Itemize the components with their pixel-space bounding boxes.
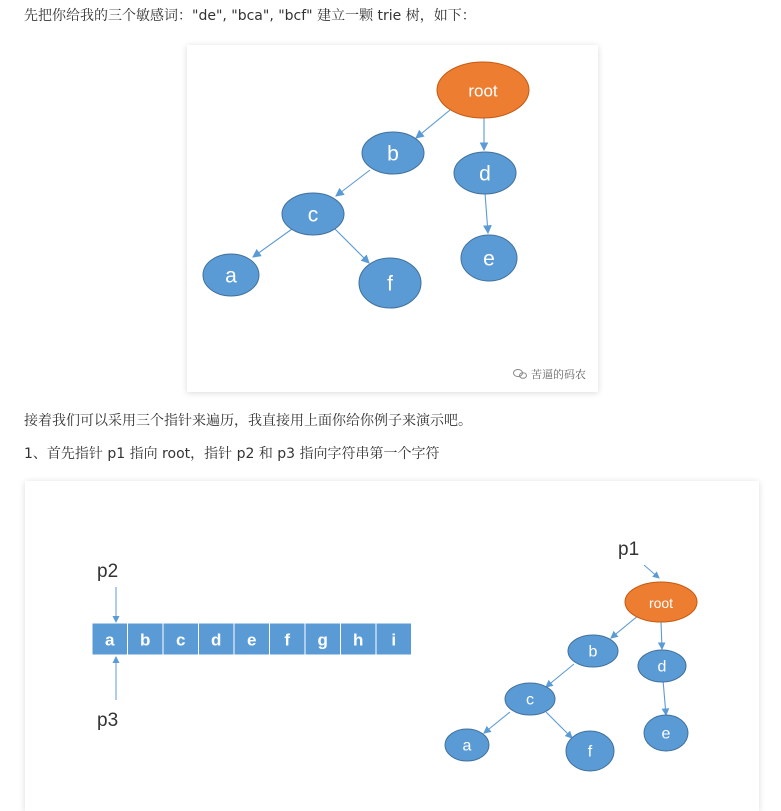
node-a [203, 254, 259, 296]
node-root-label: root [468, 81, 498, 101]
string-array [92, 623, 412, 655]
tree2-node-a [445, 729, 489, 761]
string-cell [341, 623, 377, 655]
string-cell [270, 623, 306, 655]
wechat-icon [513, 369, 527, 379]
trie-diagram [187, 45, 598, 392]
string-cell-label: i [391, 630, 397, 650]
watermark [513, 366, 586, 382]
pointer-p2-label: p2 [97, 561, 119, 582]
intro-paragraph: 先把你给我的三个敏感词："de", "bca", "bcf" 建立一颗 trie 树，如下： [24, 8, 476, 24]
string-cell-label: e [247, 630, 257, 650]
node-c [282, 193, 344, 235]
edge-root-b [416, 110, 450, 138]
tree2-node-f-label: f [587, 743, 593, 761]
tree2-node-root-label: root [648, 595, 674, 611]
tree2-node-e [644, 715, 688, 751]
edge-b-c [336, 170, 370, 196]
node-c-label: c [307, 203, 319, 227]
tree2-node-c-label: c [526, 691, 534, 709]
pointer-figure-card [25, 481, 759, 811]
edge2-c-a [484, 712, 510, 733]
edge-c-f [335, 229, 369, 263]
string-cell [199, 623, 235, 655]
edge-d-e [485, 193, 488, 233]
string-cell-label: b [140, 630, 151, 650]
string-cell-label: a [105, 630, 115, 650]
node-d [454, 152, 516, 194]
node-e-label: e [483, 247, 495, 271]
node-f [359, 258, 421, 308]
string-cell-label: h [353, 630, 364, 650]
trie-figure-card [187, 45, 598, 392]
watermark-text: 苦逼的码农 [531, 368, 586, 381]
tree2-node-f [566, 731, 614, 771]
edge2-c-f [546, 712, 572, 738]
string-cell [92, 623, 128, 655]
string-cell-label: g [317, 630, 328, 650]
edge2-d-e [663, 680, 666, 715]
edge2-b-c [546, 664, 574, 687]
node-b-label: b [387, 142, 399, 166]
string-cell-label: c [176, 630, 186, 650]
pointer-p3-label: p3 [97, 710, 119, 731]
tree2-node-b-label: b [588, 643, 598, 661]
edge2-root-b [611, 615, 639, 638]
tree2-node-b [568, 635, 618, 667]
node-root [437, 62, 529, 118]
string-cell [163, 623, 199, 655]
traverse-paragraph: 接着我们可以采用三个指针来遍历，我直接用上面你给你例子来演示吧。 [24, 413, 472, 429]
node-b [362, 132, 424, 174]
pointer-p1-arrow [644, 565, 659, 578]
tree2-node-a-label: a [462, 737, 472, 755]
step1-paragraph: 1、首先指针 p1 指向 root，指针 p2 和 p3 指向字符串第一个字符 [24, 446, 440, 462]
node-e [461, 235, 517, 281]
pointer-diagram [25, 481, 759, 811]
edge-c-a [253, 229, 292, 257]
string-cell [128, 623, 164, 655]
string-cell [305, 623, 341, 655]
tree2-node-d [638, 650, 686, 682]
tree2-node-c [505, 683, 555, 715]
node-f-label: f [387, 272, 393, 296]
pointer-p1-label: p1 [618, 539, 640, 560]
string-cell [234, 623, 270, 655]
string-cell [376, 623, 412, 655]
edge2-root-d [661, 621, 662, 649]
string-cell-label: d [211, 630, 222, 650]
node-d-label: d [479, 162, 491, 186]
tree2-node-d-label: d [657, 658, 667, 676]
string-cell-label: f [284, 630, 291, 650]
node-a-label: a [225, 264, 237, 288]
tree2-node-root [625, 582, 697, 622]
tree2-node-e-label: e [661, 725, 671, 743]
